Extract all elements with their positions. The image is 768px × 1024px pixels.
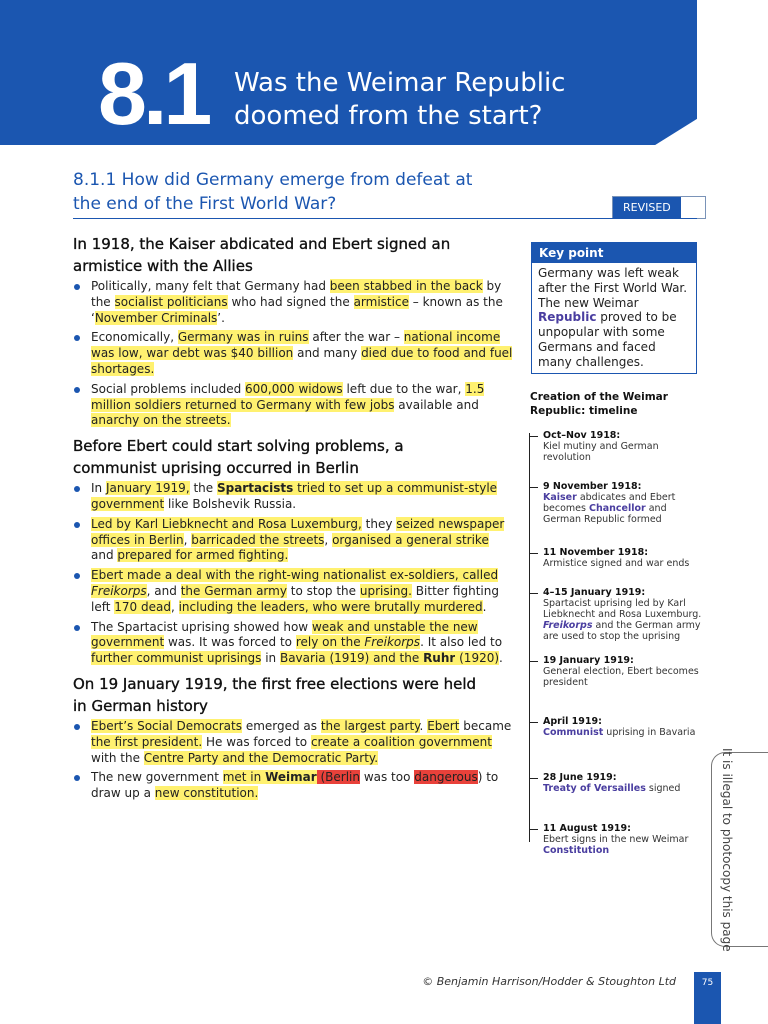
timeline-event: 11 November 1918: Armistice signed and war ends [529, 547, 704, 569]
list-item: The Spartacist uprising showed how weak and unstable the new government was. It was forced to rely on the Freikorps. It also led to further communist uprisings in Bavaria (1919) and the Ruhr (1920). [73, 620, 513, 667]
bullet-list [73, 481, 513, 667]
timeline-event: 4–15 January 1919: Spartacist uprising led by Karl Liebknecht and Rosa Luxemburg. Freikorps and the German army are used to stop the uprising [529, 587, 704, 642]
heading-line: in German history [73, 696, 208, 715]
timeline-event: 9 November 1918: Kaiser abdicates and Ebert becomes Chancellor and German Republic formed [529, 481, 704, 525]
section-title [73, 168, 533, 216]
page-number: 75 [701, 978, 714, 988]
copyright: © Benjamin Harrison/Hodder & Stoughton Ltd [422, 975, 676, 988]
timeline-event: 28 June 1919: Treaty of Versailles signed [529, 772, 704, 794]
revised-checkbox[interactable] [681, 197, 705, 218]
list-item: Ebert’s Social Democrats emerged as the largest party. Ebert became the first president. He was forced to create a coalition government with the Centre Party and the Democratic Party. [73, 719, 513, 766]
chapter-number: 8.1 [98, 44, 209, 143]
heading-armistice [73, 233, 513, 277]
heading-spartacist [73, 435, 513, 479]
revised-label: REVISED [613, 197, 681, 218]
bullet-list [73, 279, 513, 429]
list-item: Led by Karl Liebknecht and Rosa Luxemburg, they seized newspaper offices in Berlin, barricaded the streets, organised a general strike and prepared for armed fighting. [73, 517, 513, 564]
section-title-line-1: 8.1.1 How did Germany emerge from defeat at [73, 170, 473, 190]
section-divider [73, 218, 697, 219]
timeline-title: Creation of the Weimar Republic: timeline [530, 391, 668, 417]
chapter-title-line-1: Was the Weimar Republic [234, 68, 566, 98]
timeline-event: 11 August 1919: Ebert signs in the new Weimar Constitution [529, 823, 704, 856]
chapter-title [234, 67, 565, 133]
heading-line: communist uprising occurred in Berlin [73, 459, 359, 478]
heading-line: Before Ebert could start solving problems, a [73, 437, 404, 456]
list-item: The new government met in Weimar (Berlin was too dangerous) to draw up a new constitution. [73, 770, 513, 802]
key-point-header: Key point [532, 243, 696, 263]
section-title-line-2: the end of the First World War? [73, 194, 337, 214]
heading-line: armistice with the Allies [73, 257, 253, 275]
list-item: Politically, many felt that Germany had been stabbed in the back by the socialist politicians who had signed the armistice – known as the ‘November Criminals’. [73, 279, 513, 326]
list-item: In January 1919, the Spartacists tried to set up a communist-style government like Bolshevik Russia. [73, 481, 513, 513]
heading-line: In 1918, the Kaiser abdicated and Ebert signed an [73, 235, 451, 253]
list-item: Social problems included 600,000 widows left due to the war, 1.5 million soldiers returned to Germany with few jobs available and anarchy on the streets. [73, 382, 513, 429]
key-point-text: Germany was left weak after the First World War. The new Weimar Republic proved to be unpopular with some Germans and faced many challenges. [538, 266, 688, 369]
chapter-title-line-2: doomed from the start? [234, 101, 543, 131]
list-item: Ebert made a deal with the right-wing nationalist ex-soldiers, called Freikorps, and the German army to stop the uprising. Bitter fighting left 170 dead, including the leaders, who were brutally murdered. [73, 568, 513, 615]
revised-box [612, 196, 706, 219]
main-content [73, 233, 513, 808]
bullet-list [73, 719, 513, 802]
timeline-event: April 1919: Communist uprising in Bavaria [529, 716, 704, 738]
heading-line: On 19 January 1919, the first free elections were held [73, 674, 477, 693]
heading-elections [73, 673, 513, 717]
timeline-event: Oct–Nov 1918: Kiel mutiny and German revolution [529, 430, 704, 463]
timeline-event: 19 January 1919: General election, Ebert becomes president [529, 655, 704, 688]
list-item: Economically, Germany was in ruins after the war – national income was low, war debt was $40 billion and many died due to food and fuel shortages. [73, 330, 513, 377]
photocopy-notice: It is illegal to photocopy this page [720, 747, 734, 952]
key-point-box [531, 242, 697, 374]
